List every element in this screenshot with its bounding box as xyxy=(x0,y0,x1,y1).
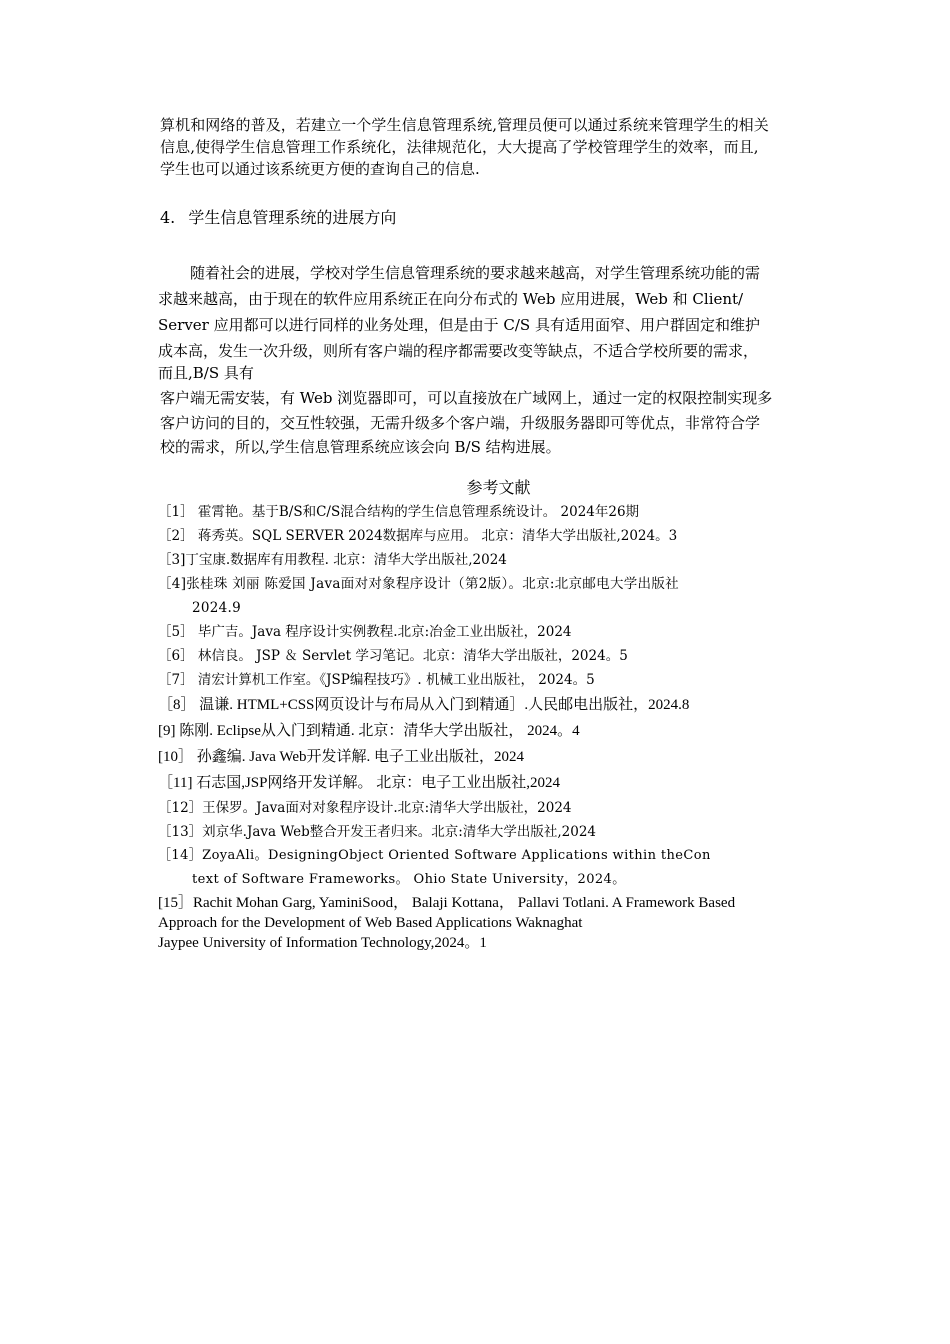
reference-item: ［5］ 毕广吉。Java 程序设计实例教程.北京:冶金工业出版社，2024 xyxy=(158,624,572,640)
reference-item: ［1］ 霍霄艳。基于B/S和C/S混合结构的学生信息管理系统设计。 2024年26期 xyxy=(158,504,640,520)
reference-continuation: 2024.9 xyxy=(192,600,242,616)
reference-item: ［8］ 温谦. HTML+CSS网页设计与布局从入门到精通］.人民邮电出版社，2024.8 xyxy=(158,697,690,713)
paragraph-development xyxy=(158,260,842,382)
reference-line: ［4]张桂珠 刘丽 陈爱国 Java面对对象程序设计（第2版）。北京:北京邮电大学出版社 xyxy=(158,576,679,592)
reference-item: [9] 陈刚. Eclipse从入门到精通. 北京：清华大学出版社， 2024。4 xyxy=(158,723,580,739)
reference-item: ［7］ 清宏计算机工作室。《JSP编程技巧》. 机械工业出版社， 2024。5 xyxy=(158,672,595,688)
references-title: 参考文献 xyxy=(466,478,531,497)
text-line: 客户访问的目的，交互性较强，无需升级多个客户端，升级服务器即可等优点，非常符合学 xyxy=(160,413,761,432)
reference-continuation: Approach for the Development of Web Based Applications Waknaghat xyxy=(158,915,583,931)
reference-item xyxy=(158,572,679,620)
reference-line: [15］Rachit Mohan Garg, YaminiSood， Balaji Kottana， Pallavi Totlani. A Framework Based xyxy=(158,895,736,911)
reference-continuation: text of Software Frameworks。 Ohio State University，2024。 xyxy=(192,872,626,887)
reference-item: [10］ 孙鑫编. Java Web开发详解. 电子工业出版社，2024 xyxy=(158,749,524,765)
text-line: 成本高，发生一次升级，则所有客户端的程序都需要改变等缺点，不适合学校所要的需求， xyxy=(158,342,759,360)
text-line: 校的需求，所以,学生信息管理系统应该会向 B/S 结构进展。 xyxy=(160,438,561,456)
reference-item: ［3]丁宝康.数据库有用教程. 北京：清华大学出版社,2024 xyxy=(158,552,507,568)
text-line: Server 应用都可以进行同样的业务处理，但是由于 C/S 具有适用面窄、用户群固定和维护 xyxy=(158,316,760,334)
section-heading xyxy=(160,205,396,228)
text-line: 算机和网络的普及，若建立一个学生信息管理系统,管理员便可以通过系统来管理学生的相关 xyxy=(160,116,769,134)
reference-continuation: Jaypee University of Information Technology,2024。1 xyxy=(158,935,487,951)
text-line: 求越来越高，由于现在的软件应用系统正在向分布式的 Web 应用进展，Web 和 Client/ xyxy=(158,290,744,308)
text-line: 学生也可以通过该系统更方便的查询自己的信息. xyxy=(160,160,480,178)
section-title: 学生信息管理系统的进展方向 xyxy=(188,208,397,227)
reference-item: ［2］ 蒋秀英。SQL SERVER 2024数据库与应用。 北京：清华大学出版社,2024。3 xyxy=(158,528,678,544)
reference-item: ［11] 石志国,JSP网络开发详解。 北京：电子工业出版社,2024 xyxy=(158,775,560,791)
paragraph-bs-advantages xyxy=(160,386,840,460)
paragraph-intro xyxy=(160,114,840,180)
reference-item: ［6］ 林信良。 JSP ＆ Servlet 学习笔记。北京：清华大学出版社，2024。5 xyxy=(158,648,628,664)
reference-item: ［12］王保罗。Java面对对象程序设计.北京:清华大学出版社，2024 xyxy=(158,800,572,816)
reference-line: ［14］ZoyaAli。DesigningObject Oriented Software Applications within theCon xyxy=(158,848,711,863)
text-line: 信息,使得学生信息管理工作系统化，法律规范化，大大提高了学校管理学生的效率，而且, xyxy=(160,138,759,156)
reference-item: ［13］刘京华.Java Web整合开发王者归来。北京:清华大学出版社,2024 xyxy=(158,824,596,840)
reference-item xyxy=(158,844,711,892)
text-line: 客户端无需安装，有 Web 浏览器即可，可以直接放在广域网上，通过一定的权限控制实现多 xyxy=(160,389,773,407)
section-number: 4. xyxy=(160,208,176,227)
text-line: 而且,B/S 具有 xyxy=(158,364,254,382)
text-line: 随着社会的进展，学校对学生信息管理系统的要求越来越高，对学生管理系统功能的需 xyxy=(190,264,761,282)
reference-item xyxy=(158,893,735,953)
